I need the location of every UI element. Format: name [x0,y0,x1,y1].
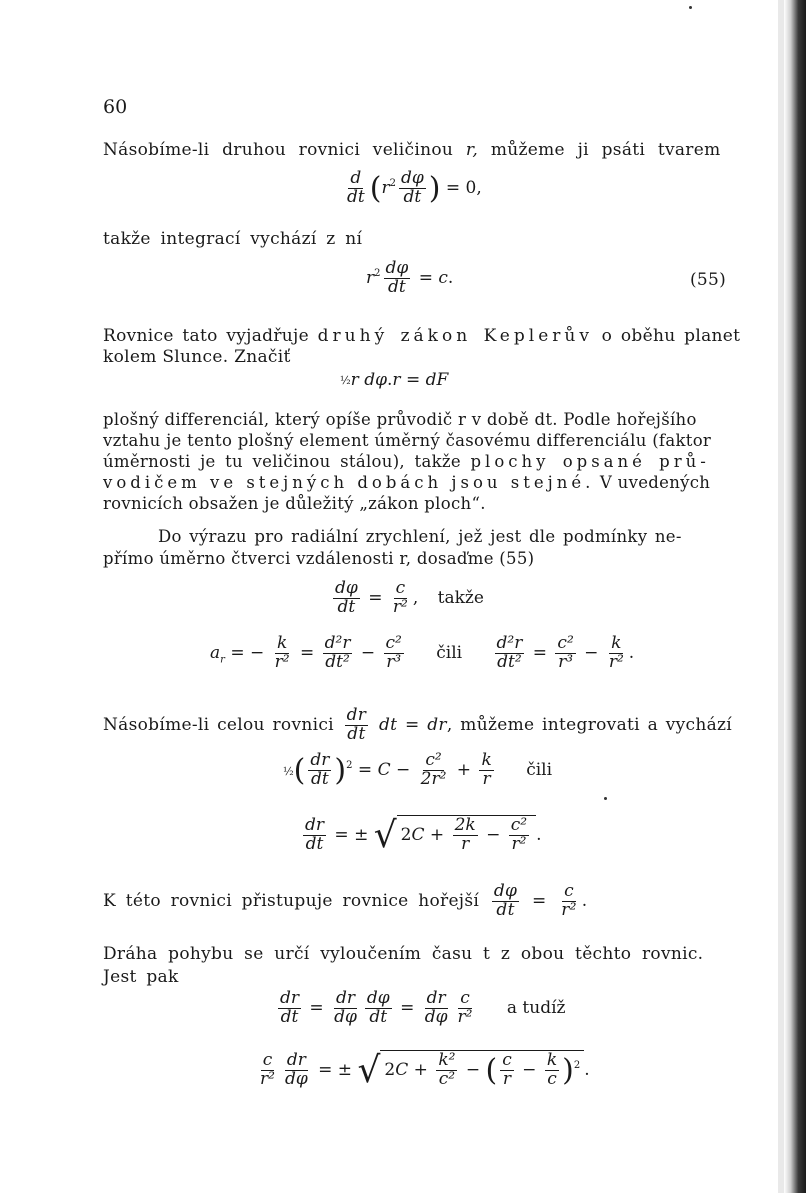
print-speck-top [689,6,692,9]
text-line-6: vztahu je tento plošný element úměrný časovému differenciálu (faktor [103,431,712,450]
equation-dphi-dt: $\frac{d\varphi}{dt}$ = $\frac{c}{\text{r²}}$ , takže [335,578,484,617]
equation-d-dt: $\frac{d}{dt}$ ($r^2$ $\frac{d\varphi}{dt}$ ) = 0, [347,168,482,207]
text-line-10: Do výrazu pro radiální zrychlení, jež jest dle podmínky ne- [158,527,682,546]
text-line-8: vodičem ve stejných dobách jsou stejné. V uvedených [103,473,711,492]
text-line-9: rovnicích obsažen je důležitý „zákon ploch“. [103,494,486,513]
equation-area: ½r dφ.r = dF [340,370,449,390]
text-line-13: K této rovnici přistupuje rovnice hořejší $\frac{d\varphi}{dt}$ = $\frac{c}{\text{r²}}$ . [103,881,588,920]
text-line-12: Násobíme-li celou rovnici $\frac{dr}{dt}$ dt = dr, můžeme integrovati a vychází [103,705,733,744]
page-number: 60 [103,96,128,118]
text-line-1: Násobíme-li druhou rovnici veličinou r, můžeme ji psáti tvarem [103,140,721,160]
text-line-4: kolem Slunce. Značiť [103,347,291,367]
page-binding-edge [778,0,784,1193]
print-speck [604,797,607,800]
equation-number-55: (55) [690,270,727,290]
equation-chain-rule: $\frac{dr}{dt}$ = $\frac{dr}{d\varphi}$ $\frac{d\varphi}{dt}$ = $\frac{dr}{d\varphi}$ $\frac{c}{\text{r²}}$ a tudíž [280,988,566,1027]
equation-orbit: $\frac{c}{\text{r²}}$ $\frac{dr}{d\varphi}$ = ± √ 2C + $\frac{\text{k²}}{\text{c²}}$ − ( $\frac{c}{r}$ − $\frac{k}{c}$ )$^2$ . [260,1050,590,1091]
text-line-11: přímo úměrno čtverci vzdálenosti r, dosaďme (55) [103,549,535,568]
equation-dr-dt-root: $\frac{dr}{dt}$ = ± √ 2C + $\frac{2k}{r}$ − $\frac{\text{c²}}{\text{r²}}$ . [305,815,542,856]
equation-energy: ½( $\frac{dr}{dt}$ )$^2$ = C − $\frac{\text{c²}}{\text{2r²}}$ + $\frac{k}{r}$ čili [283,750,553,789]
text-line-15: Jest pak [103,967,179,987]
page-binding-shadow [784,0,806,1193]
text-line-7: úměrnosti je tu veličinou stálou), takže plochy opsané prů- [103,452,710,471]
text-line-3: Rovnice tato vyjadřuje druhý zákon Keplerův o oběhu planet [103,326,741,346]
text-line-2: takže integrací vychází z ní [103,229,363,249]
text-line-14: Dráha pohybu se určí vyloučením času t z obou těchto rovnic. [103,944,704,964]
equation-55: $r^2$ $\frac{d\varphi}{dt}$ = c. [366,258,454,297]
text-line-5: plošný differenciál, který opíše průvodič r v době dt. Podle hořejšího [103,410,697,429]
equation-radial-acceleration: $a_r$ = − $\frac{k}{\text{r²}}$ = $\frac{\text{d²r}}{\text{dt²}}$ − $\frac{\text{c²}}{\text{r³}}$ čili $\frac{\text{d²r}}{\text{dt²}}$ = $\frac{\text{c²}}{\text{r³}}$ − $\frac{k}{\text{r²}}$ . [210,633,635,672]
